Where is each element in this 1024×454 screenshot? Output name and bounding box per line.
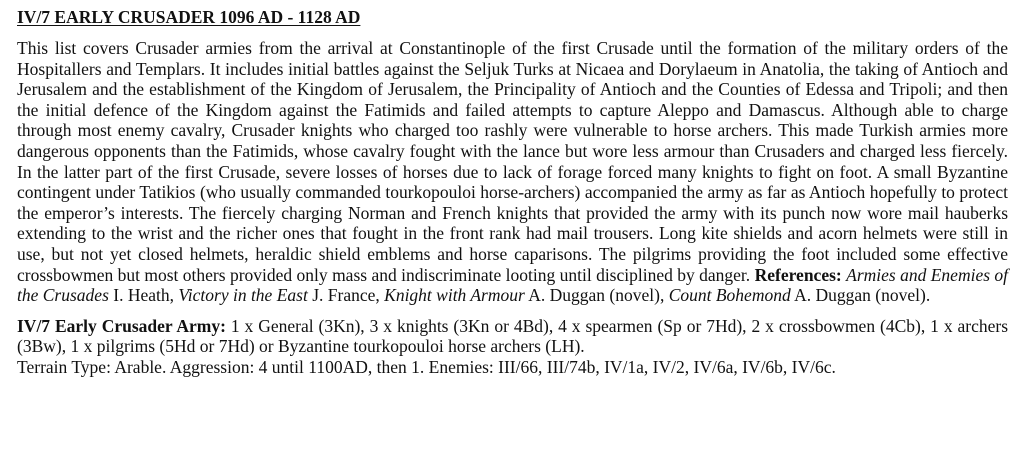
reference-title-1: Armies and Enemies of the Crusades — [17, 264, 1009, 306]
reference-author-1: I. Heath, — [108, 285, 179, 306]
reference-author-3: A. Duggan (novel), — [524, 285, 669, 306]
army-label: IV/7 Early Crusader Army: — [17, 315, 226, 336]
army-composition-paragraph — [17, 316, 1008, 357]
reference-title-2: Victory in the East — [178, 285, 308, 306]
army-composition-text: 1 x General (3Kn), 3 x knights (3Kn or 4Bd), 4 x spearmen (Sp or 7Hd), 2 x crossbowmen (4Cb), 1 x archers (3Bw), 1 x pilgrims (5Hd or 7Hd) or Byzantine tourkopouloi horse archers (LH). — [17, 315, 1009, 357]
reference-title-3: Knight with Armour — [384, 285, 525, 306]
description-text: This list covers Crusader armies from the arrival at Constantinople of the first Crusade until the formation of the military orders of the Hospitallers and Templars. It includes initial battles against the Seljuk Turks at Nicaea and Dorylaeum in Anatolia, the taking of Antioch and Jerusalem and the establishment of the Kingdom of Jerusalem, the Principality of Antioch and the Counties of Edessa and Tripoli; and then the initial defence of the Kingdom against the Fatimids and failed attempts to capture Aleppo and Damascus. Although able to charge through most enemy cavalry, Crusader knights who charged too rashly were vulnerable to horse archers. This made Turkish armies more dangerous opponents than the Fatimids, whose cavalry fought with the lance but wore less armour than Crusaders and charged less fiercely. In the latter part of the first Crusade, severe losses of horses due to lack of forage forced many knights to fight on foot. A small Byzantine contingent under Tatikios (who usually commanded tourkopouloi horse-archers) accompanied the army as far as Antioch hopefully to protect the emperor’s interests. The fiercely charging Norman and French knights that provided the army with its punch now wore mail hauberks extending to the wrist and the richer ones that fought in the front rank had mail trousers. Long kite shields and acorn helmets were still in use, but not yet closed helmets, heraldic shield emblems and horse caparisons. The pilgrims providing the foot included some effective crossbowmen but most others provided only mass and indiscriminate looting until disciplined by danger. — [17, 38, 1008, 285]
reference-title-4: Count Bohemond — [668, 285, 791, 306]
reference-author-4: A. Duggan (novel). — [790, 285, 931, 306]
terrain-line: Terrain Type: Arable. Aggression: 4 until 1100AD, then 1. Enemies: III/66, III/74b, IV/1a, IV/2, IV/6a, IV/6b, IV/6c. — [17, 356, 836, 377]
list-title: IV/7 EARLY CRUSADER 1096 AD - 1128 AD — [17, 7, 361, 27]
description-paragraph — [17, 38, 1008, 306]
references-label: References: — [754, 264, 842, 285]
reference-author-2: J. France, — [307, 285, 385, 306]
